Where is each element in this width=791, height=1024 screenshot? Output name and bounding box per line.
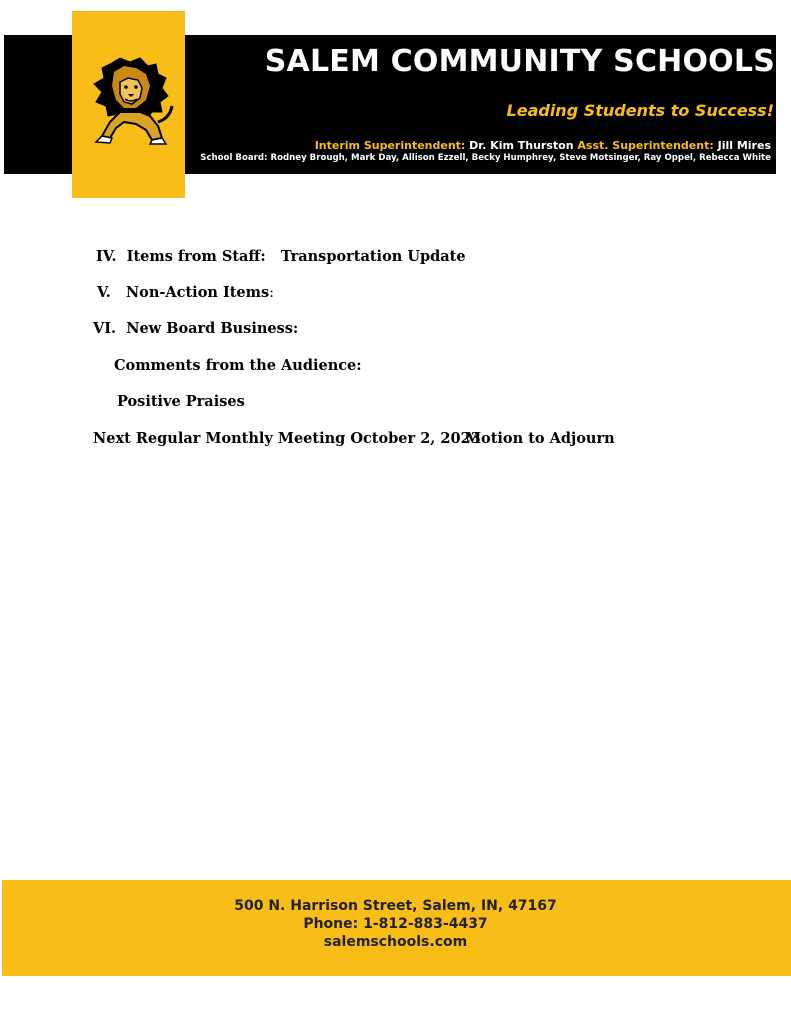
superintendent-line (315, 139, 771, 152)
agenda-item-number: V. (97, 284, 111, 301)
footer-address: 500 N. Harrison Street, Salem, IN, 47167 (234, 898, 557, 914)
asst-superintendent-name: Jill Mires (717, 139, 771, 152)
agenda-item-number: VI. (93, 320, 117, 337)
footer-website: salemschools.com (323, 934, 468, 950)
school-board-line: School Board: Rodney Brough, Mark Day, Allison Ezzell, Becky Humphrey, Steve Motsinger, Ray Oppel, Rebecca White (200, 153, 771, 163)
agenda-item-colon: : (269, 285, 275, 301)
logo-block (72, 11, 185, 198)
agenda-item-label: Non-Action Items (125, 284, 270, 301)
agenda-item-vi (93, 320, 298, 337)
agenda-item-label: Items from Staff: (126, 248, 266, 265)
agenda-item-v (97, 284, 274, 301)
positive-praises: Positive Praises (117, 393, 245, 410)
interim-superintendent-name: Dr. Kim Thurston (469, 139, 574, 152)
org-name: SALEM COMMUNITY SCHOOLS (264, 44, 775, 79)
agenda-item-iv (96, 248, 466, 265)
agenda-item-number: IV. (96, 248, 117, 265)
lion-mascot-icon (80, 56, 176, 146)
next-meeting: Next Regular Monthly Meeting October 2, 2023 (93, 430, 481, 447)
agenda-item-detail: Transportation Update (280, 248, 466, 265)
motion-to-adjourn: Motion to Adjourn (465, 430, 615, 447)
comments-from-audience: Comments from the Audience: (114, 357, 362, 374)
asst-superintendent-label: Asst. Superintendent: (577, 139, 714, 152)
tagline: Leading Students to Success! (506, 101, 774, 120)
interim-superintendent-label: Interim Superintendent: (314, 139, 466, 152)
agenda-item-label: New Board Business: (126, 320, 299, 337)
footer-phone: Phone: 1-812-883-4437 (303, 916, 488, 932)
